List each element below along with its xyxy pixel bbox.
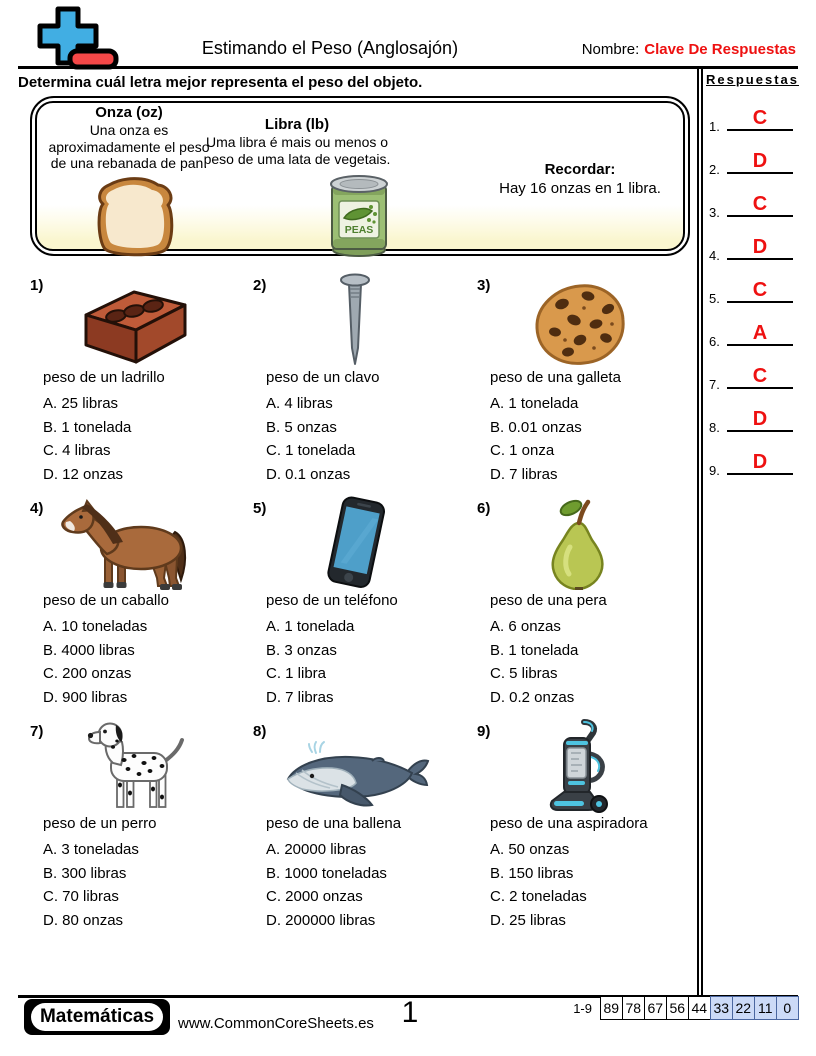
pear-image: [493, 497, 665, 590]
answer-blank-line: [727, 452, 793, 475]
phone-image: [269, 497, 441, 590]
question-options: [43, 392, 131, 486]
answer-letter: C: [752, 365, 768, 387]
main-content: [18, 69, 697, 995]
option-c: C. 4 libras: [43, 442, 111, 459]
question-number: 9): [477, 723, 491, 740]
answer-number: 7.: [709, 377, 720, 392]
question-1: [18, 272, 241, 495]
option-a: A. 20000 libras: [266, 841, 367, 858]
page-number: 1: [401, 996, 419, 1029]
question-9: [465, 718, 687, 941]
answer-row-9: [703, 439, 798, 482]
name-area: [582, 41, 796, 58]
ounce-description: Una onza es aproximadamente el peso de una rebanada de pan.: [48, 122, 210, 171]
answer-blank-line: [727, 323, 793, 346]
question-options: [490, 838, 587, 932]
option-d: D. 12 onzas: [43, 465, 124, 483]
question-2: [241, 272, 465, 495]
ounce-title: Onza (oz): [95, 104, 163, 121]
answer-blank-line: [727, 280, 793, 303]
minus-icon: [70, 51, 116, 67]
page-title: Estimando el Peso (Anglosajón): [201, 38, 459, 58]
question-options: [490, 615, 578, 709]
score-cell: 78: [622, 996, 646, 1020]
answer-number: 4.: [709, 248, 720, 263]
answer-row-6: [703, 310, 798, 353]
answer-number: 5.: [709, 291, 720, 306]
option-c: C. 1 onza: [490, 442, 555, 459]
option-a: A. 3 toneladas: [43, 841, 139, 858]
option-c: C. 2 toneladas: [490, 888, 587, 905]
dog-image: [46, 720, 218, 813]
question-prompt: peso de un clavo: [266, 369, 380, 386]
answer-blank-line: [727, 409, 793, 432]
question-prompt: peso de una aspiradora: [490, 815, 648, 832]
question-3: [465, 272, 687, 495]
score-cell: 33: [710, 996, 734, 1020]
answer-number: 1.: [709, 119, 720, 134]
commoncoresheets-logo: [20, 6, 124, 72]
question-options: [43, 615, 147, 709]
horse-image: [46, 497, 218, 590]
peas-can-label: PEAS: [344, 224, 374, 236]
question-options: [490, 392, 582, 486]
option-d: D. 900 libras: [43, 688, 128, 706]
question-4: [18, 495, 241, 718]
question-prompt: peso de una galleta: [490, 369, 621, 386]
question-6: [465, 495, 687, 718]
pound-column: [197, 116, 397, 167]
question-prompt: peso de una ballena: [266, 815, 402, 832]
brand-label: Matemáticas: [31, 1003, 163, 1031]
question-7: [18, 718, 241, 941]
option-d: D. 80 onzas: [43, 911, 124, 929]
answer-letter: D: [752, 150, 768, 172]
score-area: [573, 996, 799, 1020]
answer-number: 8.: [709, 420, 720, 435]
question-number: 7): [30, 723, 44, 740]
remember-text: Hay 16 onzas en 1 libra.: [499, 180, 661, 197]
question-options: [266, 615, 354, 709]
option-d: D. 0.2 onzas: [490, 688, 575, 706]
bread-slice-image: [95, 173, 177, 262]
answers-panel: [697, 69, 798, 995]
option-b: B. 150 libras: [490, 864, 574, 882]
answer-letter: C: [752, 107, 768, 129]
option-b: B. 1000 toneladas: [266, 864, 387, 882]
answer-row-4: [703, 224, 798, 267]
whale-image: [269, 720, 441, 813]
question-number: 3): [477, 277, 491, 294]
option-d: D. 200000 libras: [266, 911, 376, 929]
option-a: A. 1 tonelada: [266, 618, 355, 635]
answer-number: 6.: [709, 334, 720, 349]
score-cell: 44: [688, 996, 712, 1020]
answer-letter: C: [752, 193, 768, 215]
score-range-label: 1-9: [573, 1000, 592, 1016]
question-prompt: peso de una pera: [490, 592, 607, 609]
answer-blank-line: [727, 194, 793, 217]
question-8: [241, 718, 465, 941]
site-url: www.CommonCoreSheets.es: [178, 1015, 374, 1032]
question-options: [266, 392, 355, 486]
option-d: D. 7 libras: [266, 688, 334, 706]
option-b: B. 300 libras: [43, 864, 127, 882]
question-number: 5): [253, 500, 267, 517]
cookie-image: [493, 274, 665, 367]
option-c: C. 1 libra: [266, 665, 327, 682]
units-info-box: [30, 96, 690, 256]
answer-letter: D: [752, 451, 768, 473]
name-label: Nombre:: [581, 41, 640, 58]
answer-row-7: [703, 353, 798, 396]
option-c: C. 5 libras: [490, 665, 558, 682]
answer-blank-line: [727, 108, 793, 131]
question-options: [43, 838, 139, 932]
option-c: C. 1 tonelada: [266, 442, 356, 459]
nail-image: [269, 274, 441, 367]
option-a: A. 4 libras: [266, 395, 333, 412]
option-c: C. 200 onzas: [43, 665, 132, 682]
brand-badge: [24, 999, 170, 1035]
answers-list: [703, 95, 798, 482]
option-b: B. 0.01 onzas: [490, 418, 582, 436]
answer-letter: D: [752, 408, 768, 430]
option-d: D. 25 libras: [490, 911, 566, 929]
option-d: D. 0.1 onzas: [266, 465, 351, 483]
option-d: D. 7 libras: [490, 465, 558, 483]
question-prompt: peso de un ladrillo: [43, 369, 165, 386]
answer-blank-line: [727, 366, 793, 389]
option-a: A. 25 libras: [43, 395, 119, 412]
score-cell: 11: [754, 996, 778, 1020]
questions-grid: [18, 272, 697, 941]
vacuum-image: [493, 720, 665, 813]
brick-image: [46, 274, 218, 367]
units-info-box-inner: [35, 101, 685, 251]
score-cell: 22: [732, 996, 756, 1020]
score-cell: 56: [666, 996, 690, 1020]
answer-row-8: [703, 396, 798, 439]
question-number: 8): [253, 723, 267, 740]
answer-row-1: [703, 95, 798, 138]
peas-can-image: [325, 173, 393, 262]
answer-letter: C: [752, 279, 768, 301]
option-c: C. 2000 onzas: [266, 888, 363, 905]
answer-key-label: Clave De Respuestas: [644, 41, 796, 58]
question-prompt: peso de un teléfono: [266, 592, 398, 609]
question-number: 1): [30, 277, 44, 294]
score-cells: [601, 996, 799, 1020]
ounce-column: [39, 104, 219, 172]
pound-title: Libra (lb): [264, 116, 330, 133]
option-a: A. 6 onzas: [490, 618, 561, 635]
answers-panel-title: Respuestas: [706, 72, 799, 87]
question-5: [241, 495, 465, 718]
question-prompt: peso de un caballo: [43, 592, 169, 609]
question-prompt: peso de un perro: [43, 815, 157, 832]
option-a: A. 50 onzas: [490, 841, 570, 858]
remember-title: Recordar:: [544, 161, 616, 178]
option-b: B. 5 onzas: [266, 418, 337, 436]
answer-number: 9.: [709, 463, 720, 478]
pound-description: Uma libra é mais ou menos o peso de uma lata de vegetais.: [203, 134, 391, 167]
answer-row-3: [703, 181, 798, 224]
score-cell: 67: [644, 996, 668, 1020]
option-a: A. 1 tonelada: [490, 395, 579, 412]
score-cell: 0: [776, 996, 800, 1020]
answer-number: 2.: [709, 162, 720, 177]
instruction-text: Determina cuál letra mejor representa el peso del objeto.: [18, 74, 423, 91]
score-cell: 89: [600, 996, 624, 1020]
answer-row-5: [703, 267, 798, 310]
question-number: 4): [30, 500, 44, 517]
option-b: B. 1 tonelada: [43, 418, 132, 436]
question-number: 6): [477, 500, 491, 517]
answer-blank-line: [727, 237, 793, 260]
answer-blank-line: [727, 151, 793, 174]
option-b: B. 3 onzas: [266, 641, 337, 659]
answer-letter: D: [752, 236, 768, 258]
option-a: A. 10 toneladas: [43, 618, 148, 635]
answer-number: 3.: [709, 205, 720, 220]
question-options: [266, 838, 387, 932]
option-b: B. 1 tonelada: [490, 641, 579, 659]
answer-letter: A: [752, 322, 768, 344]
option-b: B. 4000 libras: [43, 641, 135, 659]
question-number: 2): [253, 277, 267, 294]
answer-row-2: [703, 138, 798, 181]
remember-column: [475, 161, 685, 198]
option-c: C. 70 libras: [43, 888, 119, 905]
